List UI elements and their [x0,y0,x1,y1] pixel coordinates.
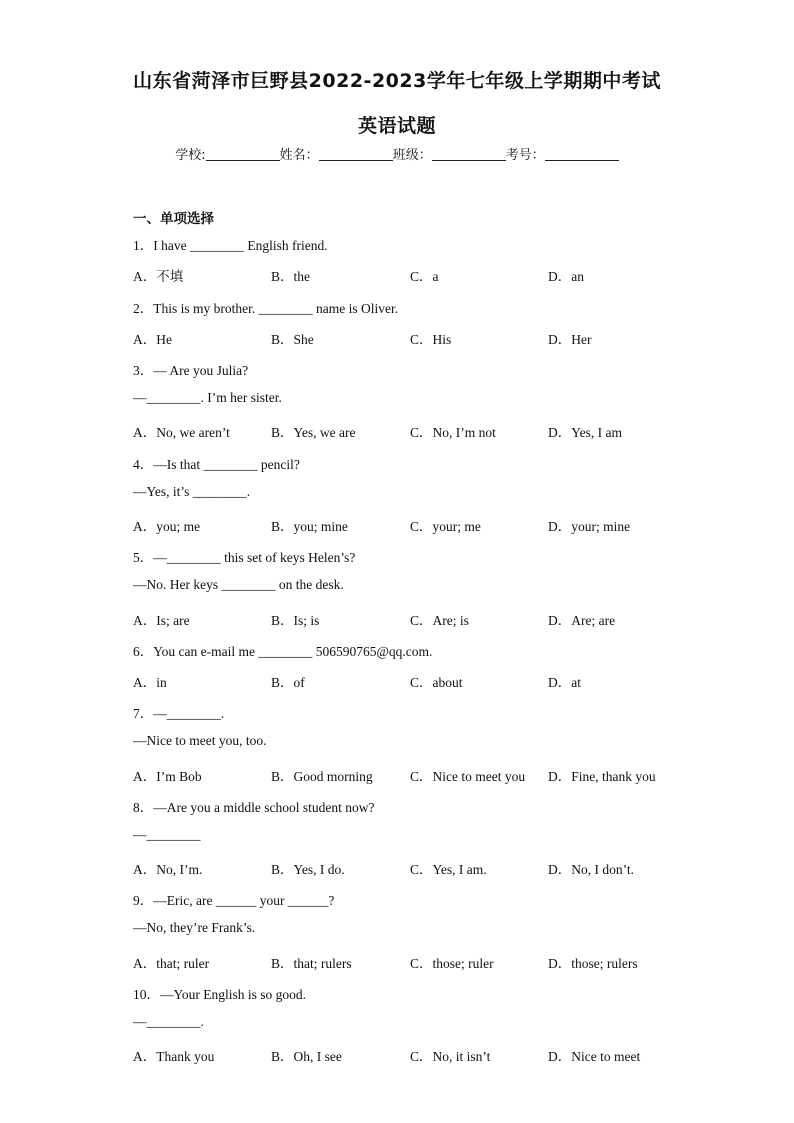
section-heading: 一、单项选择 [133,211,214,227]
q2-option-c[interactable]: C．His [410,332,452,347]
q4-option-d[interactable]: D．your; mine [548,519,631,534]
question-1-stem: 1．I have ________ English friend. [133,238,328,253]
q9-option-b[interactable]: B．that; rulers [271,956,352,971]
q1-option-c[interactable]: C．a [410,269,439,284]
q2-option-b[interactable]: B．She [271,332,314,347]
q1-option-a[interactable]: A．不填 [133,269,184,284]
question-8-stem: 8．—Are you a middle school student now? [133,800,375,815]
q8-option-c[interactable]: C．Yes, I am. [410,862,487,877]
q7-option-b[interactable]: B．Good morning [271,769,373,784]
name-label: 姓名： [279,148,319,163]
q9-option-a[interactable]: A．that; ruler [133,956,210,971]
q8-option-a[interactable]: A．No, I’m. [133,862,203,877]
q3-option-a[interactable]: A．No, we aren’t [133,425,230,440]
number-blank[interactable] [545,148,619,161]
school-blank[interactable] [206,148,280,161]
q10-option-b[interactable]: B．Oh, I see [271,1049,342,1064]
q4-option-b[interactable]: B．you; mine [271,519,348,534]
class-blank[interactable] [432,148,506,161]
q4-option-a[interactable]: A．you; me [133,519,201,534]
q9-option-d[interactable]: D．those; rulers [548,956,638,971]
question-4-reply: —Yes, it’s ________. [133,484,251,499]
q10-option-a[interactable]: A．Thank you [133,1049,215,1064]
question-3-reply: —________. I’m her sister. [133,390,282,405]
question-5-reply: —No. Her keys ________ on the desk. [133,577,344,592]
q10-option-d[interactable]: D．Nice to meet [548,1049,641,1064]
q7-option-a[interactable]: A．I’m Bob [133,769,202,784]
name-blank[interactable] [319,148,393,161]
q9-option-c[interactable]: C．those; ruler [410,956,494,971]
q3-option-d[interactable]: D．Yes, I am [548,425,623,440]
question-7-stem: 7．—________. [133,706,225,721]
question-3-stem: 3．— Are you Julia? [133,363,249,378]
exam-title-line1: 山东省菏泽市巨野县2022-2023学年七年级上学期期中考试 [133,70,661,92]
question-2-stem: 2．This is my brother. ________ name is Oliver. [133,301,399,316]
q1-option-d[interactable]: D．an [548,269,584,284]
question-4-stem: 4．—Is that ________ pencil? [133,457,300,472]
q5-option-a[interactable]: A．Is; are [133,613,190,628]
q3-option-b[interactable]: B．Yes, we are [271,425,356,440]
question-5-stem: 5．—________ this set of keys Helen’s? [133,550,356,565]
q7-option-c[interactable]: C．Nice to meet you [410,769,526,784]
question-9-reply: —No, they’re Frank’s. [133,920,256,935]
question-9-stem: 9．—Eric, are ______ your ______? [133,893,335,908]
student-info-row [0,144,794,163]
question-8-reply: —________ [133,827,201,842]
q8-option-d[interactable]: D．No, I don’t. [548,862,634,877]
question-10-stem: 10．—Your English is so good. [133,987,307,1002]
q6-option-c[interactable]: C．about [410,675,463,690]
q3-option-c[interactable]: C．No, I’m not [410,425,496,440]
q5-option-b[interactable]: B．Is; is [271,613,320,628]
q5-option-d[interactable]: D．Are; are [548,613,616,628]
q6-option-a[interactable]: A．in [133,675,167,690]
question-10-reply: —________. [133,1014,204,1029]
q10-option-c[interactable]: C．No, it isn’t [410,1049,491,1064]
q5-option-c[interactable]: C．Are; is [410,613,469,628]
q8-option-b[interactable]: B．Yes, I do. [271,862,345,877]
class-label: 班级： [392,148,432,163]
number-label: 考号： [505,148,545,163]
q1-option-b[interactable]: B．the [271,269,310,284]
question-7-reply: —Nice to meet you, too. [133,733,267,748]
q2-option-d[interactable]: D．Her [548,332,592,347]
q6-option-d[interactable]: D．at [548,675,581,690]
q4-option-c[interactable]: C．your; me [410,519,481,534]
school-label: 学校: [175,148,206,163]
q6-option-b[interactable]: B．of [271,675,305,690]
exam-title-line2: 英语试题 [357,115,436,137]
question-6-stem: 6．You can e-mail me ________ 506590765@qq.com. [133,644,433,659]
q7-option-d[interactable]: D．Fine, thank you [548,769,656,784]
q2-option-a[interactable]: A．He [133,332,172,347]
